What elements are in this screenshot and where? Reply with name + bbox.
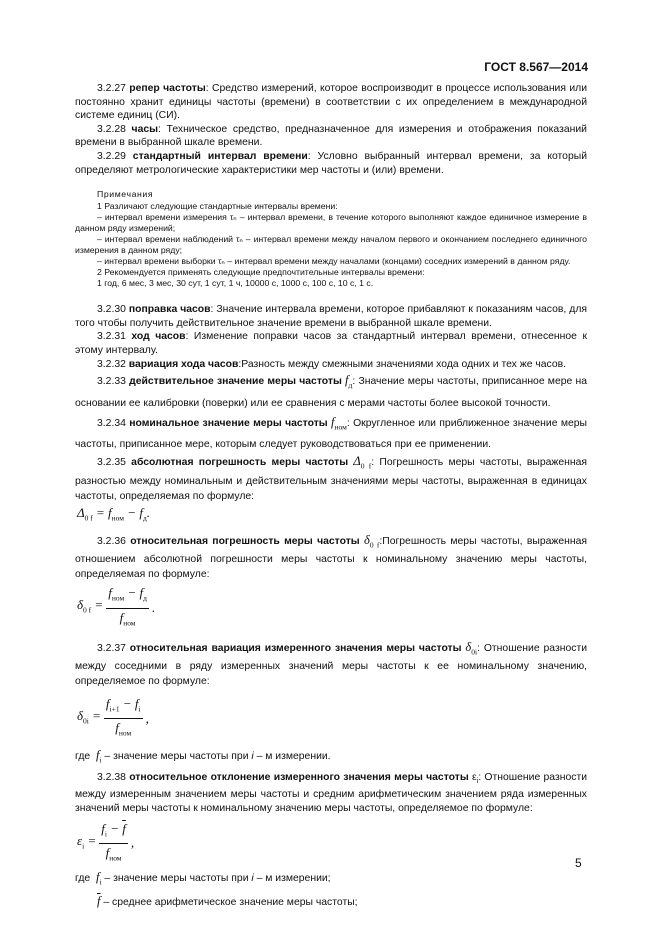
where-3-2-38-fmean: $\overline{f}$ – среднее арифметическое значение меры частоты; xyxy=(97,893,358,908)
formula-2: $\delta_{0 f}$ = $\frac{f_{ном} - f_д}{f_{ном}}$ . xyxy=(77,585,156,628)
symbol-delta-0f: $\Delta_{0 f}$ xyxy=(353,454,372,471)
term: часы xyxy=(131,123,159,135)
definition-3-2-34: 3.2.34 номинальное значение меры частоты $f_{ном}$: Округленное или приближенное значение меры частоты, приписанное мере, которым следует руководствоваться при ее применении. xyxy=(75,414,587,451)
formula-4: $\varepsilon_i$ = $\frac{f_i - \overline{f}}{f_{ном}}$ , xyxy=(77,820,135,863)
formula-3: $\delta_{0i}$ = $\frac{f_{i+1} - f_i}{f_{ном}}$ , xyxy=(77,696,149,738)
notes-title: Примечания xyxy=(97,189,154,200)
definition-3-2-30: 3.2.30 поправка часов: Значение интервала времени, которое прибавляют к показаниям часов, для того чтобы получить действительное значение времени в выбранной шкале времени. xyxy=(75,304,588,329)
document-body xyxy=(75,82,587,910)
symbol-f-nom: $f_{ном}$ xyxy=(331,414,347,432)
note-1b: – интервал времени наблюдений τₙ – интервал времени между началом первого и окончанием последнего единичного измерения в данном ряду; xyxy=(75,234,587,256)
note-1: 1 Различают следующие стандартные интервалы времени: xyxy=(97,201,338,212)
symbol-delta-0i: $\delta_{0i}$ xyxy=(465,639,478,657)
definition-3-2-27: 3.2.27 репер частоты: Средство измерений, которое воспроизводит в процессе использования или постоянно хранит единицы частоты (времени) в соответствии с их определением в международной системе единиц (СИ). xyxy=(75,83,588,122)
definition-3-2-32: 3.2.32 вариация хода часов:Разность между смежными значениями хода одних и тех же часов. xyxy=(97,358,567,370)
where-3-2-37: где $f_i$ – значение меры частоты при i – м измерении. xyxy=(75,747,331,765)
definition-3-2-38: 3.2.38 относительное отклонение измеренного значения меры частоты $\varepsilon_i$: Отношение разности между измеренным значением меры частоты и средним арифметическим значением ряда измеренных значений меры частоты к номинальному значению меры частоты, определяемое по формуле: xyxy=(75,771,588,814)
symbol-epsilon-i: $\varepsilon_i$ xyxy=(472,771,479,785)
standard-header: ГОСТ 8.567—2014 xyxy=(484,60,588,74)
notes-block xyxy=(75,189,587,289)
definition-3-2-35: 3.2.35 абсолютная погрешность меры частоты $\Delta_{0 f}$: Погрешность меры частоты, выраженная разностью между номинальным и действительным значениями меры частоты, выраженная в единицах частоты, определяемая по формуле: xyxy=(75,454,588,502)
definition-3-2-29: 3.2.29 стандартный интервал времени: Условно выбранный интервал времени, за который определяют метрологические характеристики мер частоты и (или) времени. xyxy=(75,150,588,176)
page-number: 5 xyxy=(575,856,582,870)
note-1a: – интервал времени измерения τₙ – интервал времени, в течение которого выполняют каждое единичное измерение в данном ряду измерений; xyxy=(75,212,587,234)
definition-3-2-37: 3.2.37 относительная вариация измеренного значения меры частоты $\delta_{0i}$: Отношение разности между соседними в ряду измеренных значений меры частоты к ее номинальному значению, определяемое по формуле: xyxy=(75,639,588,688)
term: стандартный интервал времени xyxy=(132,150,308,162)
formula-1: $\Delta_{0 f} = f_{ном} - f_д$. xyxy=(77,504,151,523)
note-1c: – интервал времени выборки τₙ – интервал времени между началами (концами) соседних измерений в данном ряду. xyxy=(97,256,571,267)
term: репер частоты xyxy=(129,83,206,94)
definition-3-2-33: 3.2.33 действительное значение меры частоты $f_д$: Значение меры частоты, приписанное мере на основании ее калибровки (поверки) или ее сравнения с мерами частоты более высокой точности. xyxy=(75,373,588,409)
where-3-2-38-fi: где $f_i$ – значение меры частоты при i – м измерении; xyxy=(75,869,331,887)
definition-3-2-31: 3.2.31 ход часов: Изменение поправки часов за стандартный интервал времени, отнесенное к этому интервалу. xyxy=(75,331,587,356)
symbol-delta-rel-0f: $\delta_{0 f}$ xyxy=(364,532,380,550)
note-2a: 1 год, 6 мес, 3 мес, 30 сут, 1 сут, 1 ч, 10000 с, 1000 с, 100 с, 10 с, 1 с. xyxy=(97,278,374,289)
definition-3-2-28: 3.2.28 часы: Техническое средство, предназначенное для измерения и отображения показаний времени в выбранной шкале времени. xyxy=(75,123,587,149)
note-2: 2 Рекомендуется применять следующие предпочтительные интервалы времени: xyxy=(97,267,425,278)
symbol-f-d: $f_д$ xyxy=(345,373,353,390)
definition-3-2-36: 3.2.36 относительная погрешность меры частоты $\delta_{0 f}:Погрешность$ меры частоты, выраженная отношением абсолютной погрешности меры частоты к номинальному значению меры частоты, определяемая по формуле: xyxy=(75,532,587,581)
